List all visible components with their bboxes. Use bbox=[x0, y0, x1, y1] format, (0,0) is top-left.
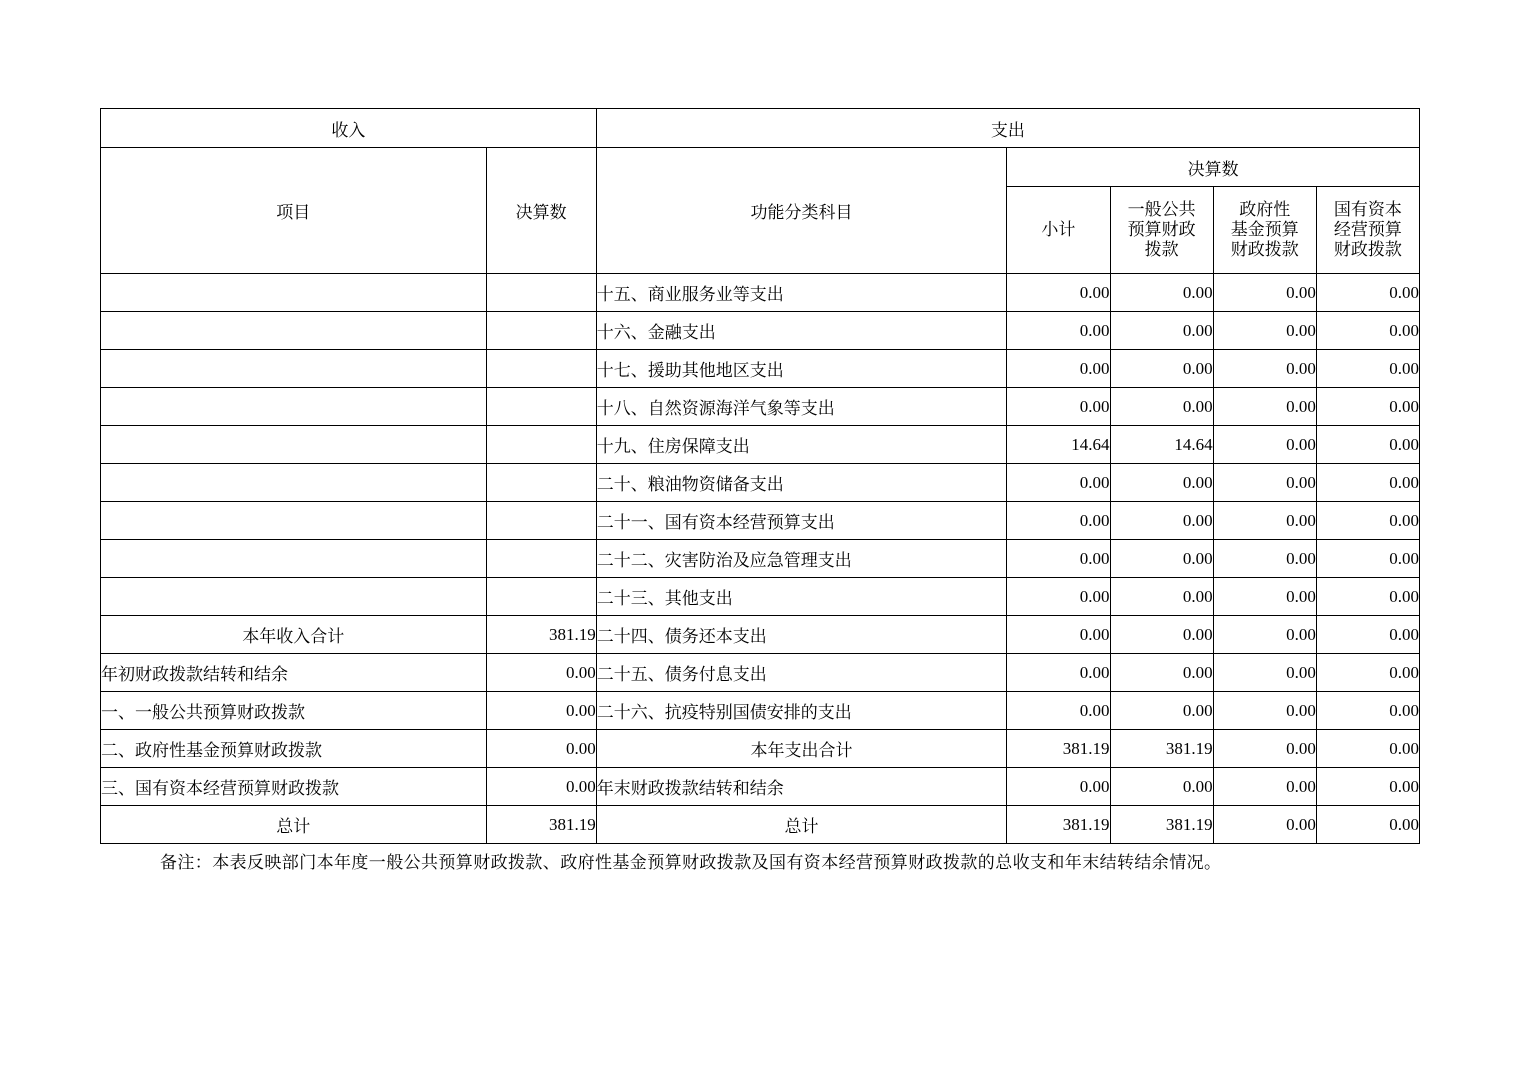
cell-income-amount bbox=[486, 502, 596, 540]
cell-general-public-budget: 381.19 bbox=[1110, 806, 1213, 844]
cell-income-amount: 0.00 bbox=[486, 692, 596, 730]
budget-table bbox=[100, 108, 1420, 844]
cell-general-public-budget: 0.00 bbox=[1110, 768, 1213, 806]
cell-subtotal: 0.00 bbox=[1007, 350, 1110, 388]
cell-subtotal: 0.00 bbox=[1007, 502, 1110, 540]
cell-subtotal: 0.00 bbox=[1007, 616, 1110, 654]
cell-subtotal: 14.64 bbox=[1007, 426, 1110, 464]
cell-state-capital-budget: 0.00 bbox=[1316, 350, 1419, 388]
cell-gov-fund-budget: 0.00 bbox=[1213, 730, 1316, 768]
cell-expenditure-category: 十六、金融支出 bbox=[596, 312, 1007, 350]
cell-expenditure-category: 二十、粮油物资储备支出 bbox=[596, 464, 1007, 502]
cell-gov-fund-budget: 0.00 bbox=[1213, 578, 1316, 616]
header-state-capital-budget bbox=[1316, 187, 1419, 274]
cell-subtotal: 0.00 bbox=[1007, 464, 1110, 502]
table-header-row-sub bbox=[101, 148, 1420, 187]
table-row bbox=[101, 768, 1420, 806]
table-header-row-group bbox=[101, 109, 1420, 148]
header-state-line3: 财政拨款 bbox=[1333, 240, 1402, 260]
cell-gov-fund-budget: 0.00 bbox=[1213, 388, 1316, 426]
cell-state-capital-budget: 0.00 bbox=[1316, 730, 1419, 768]
table-row bbox=[101, 502, 1420, 540]
cell-general-public-budget: 0.00 bbox=[1110, 578, 1213, 616]
cell-state-capital-budget: 0.00 bbox=[1316, 616, 1419, 654]
cell-state-capital-budget: 0.00 bbox=[1316, 578, 1419, 616]
cell-gov-fund-budget: 0.00 bbox=[1213, 768, 1316, 806]
cell-expenditure-category: 十九、住房保障支出 bbox=[596, 426, 1007, 464]
table-row bbox=[101, 388, 1420, 426]
cell-subtotal: 0.00 bbox=[1007, 578, 1110, 616]
cell-income-amount bbox=[486, 350, 596, 388]
cell-income-item bbox=[101, 540, 487, 578]
cell-income-item bbox=[101, 350, 487, 388]
cell-subtotal: 381.19 bbox=[1007, 730, 1110, 768]
cell-state-capital-budget: 0.00 bbox=[1316, 502, 1419, 540]
cell-general-public-budget: 0.00 bbox=[1110, 274, 1213, 312]
cell-expenditure-category: 二十二、灾害防治及应急管理支出 bbox=[596, 540, 1007, 578]
header-fund-line1: 政府性 bbox=[1239, 199, 1291, 219]
header-subtotal: 小计 bbox=[1007, 187, 1110, 274]
cell-income-item: 三、国有资本经营预算财政拨款 bbox=[101, 768, 487, 806]
header-fund-line3: 财政拨款 bbox=[1230, 240, 1299, 260]
cell-state-capital-budget: 0.00 bbox=[1316, 540, 1419, 578]
cell-expenditure-category: 年末财政拨款结转和结余 bbox=[596, 768, 1007, 806]
cell-expenditure-category: 十五、商业服务业等支出 bbox=[596, 274, 1007, 312]
table-row bbox=[101, 540, 1420, 578]
cell-general-public-budget: 0.00 bbox=[1110, 654, 1213, 692]
cell-subtotal: 0.00 bbox=[1007, 692, 1110, 730]
table-note: 备注：本表反映部门本年度一般公共预算财政拨款、政府性基金预算财政拨款及国有资本经营预算财政拨款的总收支和年末结转结余情况。 bbox=[160, 853, 1222, 872]
cell-gov-fund-budget: 0.00 bbox=[1213, 692, 1316, 730]
cell-state-capital-budget: 0.00 bbox=[1316, 426, 1419, 464]
table-row bbox=[101, 274, 1420, 312]
header-general-line1: 一般公共 bbox=[1127, 199, 1196, 219]
table-row bbox=[101, 730, 1420, 768]
cell-general-public-budget: 0.00 bbox=[1110, 692, 1213, 730]
header-fund-line2: 基金预算 bbox=[1230, 219, 1299, 239]
cell-income-amount: 0.00 bbox=[486, 768, 596, 806]
table-row bbox=[101, 654, 1420, 692]
cell-income-amount bbox=[486, 464, 596, 502]
table-row bbox=[101, 350, 1420, 388]
cell-income-amount: 0.00 bbox=[486, 730, 596, 768]
cell-subtotal: 0.00 bbox=[1007, 388, 1110, 426]
cell-expenditure-category: 二十四、债务还本支出 bbox=[596, 616, 1007, 654]
header-final-accounts: 决算数 bbox=[1007, 148, 1420, 187]
cell-income-amount bbox=[486, 274, 596, 312]
cell-gov-fund-budget: 0.00 bbox=[1213, 502, 1316, 540]
cell-subtotal: 0.00 bbox=[1007, 274, 1110, 312]
cell-general-public-budget: 14.64 bbox=[1110, 426, 1213, 464]
header-state-line1: 国有资本 bbox=[1333, 199, 1402, 219]
table-row bbox=[101, 312, 1420, 350]
table-row bbox=[101, 426, 1420, 464]
header-function-category: 功能分类科目 bbox=[596, 148, 1007, 274]
cell-subtotal: 0.00 bbox=[1007, 540, 1110, 578]
cell-state-capital-budget: 0.00 bbox=[1316, 806, 1419, 844]
cell-subtotal: 0.00 bbox=[1007, 312, 1110, 350]
table-body bbox=[101, 274, 1420, 844]
cell-state-capital-budget: 0.00 bbox=[1316, 388, 1419, 426]
cell-income-item: 本年收入合计 bbox=[101, 616, 487, 654]
cell-general-public-budget: 0.00 bbox=[1110, 464, 1213, 502]
cell-expenditure-category: 二十一、国有资本经营预算支出 bbox=[596, 502, 1007, 540]
cell-expenditure-category: 十八、自然资源海洋气象等支出 bbox=[596, 388, 1007, 426]
header-state-line2: 经营预算 bbox=[1333, 219, 1402, 239]
cell-income-item: 一、一般公共预算财政拨款 bbox=[101, 692, 487, 730]
cell-income-amount bbox=[486, 312, 596, 350]
cell-income-amount bbox=[486, 388, 596, 426]
cell-gov-fund-budget: 0.00 bbox=[1213, 616, 1316, 654]
cell-state-capital-budget: 0.00 bbox=[1316, 464, 1419, 502]
cell-income-amount: 381.19 bbox=[486, 806, 596, 844]
cell-general-public-budget: 0.00 bbox=[1110, 350, 1213, 388]
cell-income-amount: 0.00 bbox=[486, 654, 596, 692]
cell-gov-fund-budget: 0.00 bbox=[1213, 426, 1316, 464]
cell-income-item bbox=[101, 312, 487, 350]
cell-gov-fund-budget: 0.00 bbox=[1213, 806, 1316, 844]
table-row bbox=[101, 616, 1420, 654]
header-general-line3: 拨款 bbox=[1144, 240, 1179, 260]
cell-expenditure-category: 二十五、债务付息支出 bbox=[596, 654, 1007, 692]
cell-expenditure-category: 本年支出合计 bbox=[596, 730, 1007, 768]
cell-gov-fund-budget: 0.00 bbox=[1213, 540, 1316, 578]
cell-income-item: 年初财政拨款结转和结余 bbox=[101, 654, 487, 692]
table-row bbox=[101, 692, 1420, 730]
cell-subtotal: 0.00 bbox=[1007, 654, 1110, 692]
cell-state-capital-budget: 0.00 bbox=[1316, 692, 1419, 730]
cell-income-item: 总计 bbox=[101, 806, 487, 844]
cell-income-amount bbox=[486, 578, 596, 616]
cell-gov-fund-budget: 0.00 bbox=[1213, 464, 1316, 502]
cell-income-amount bbox=[486, 426, 596, 464]
cell-expenditure-category: 总计 bbox=[596, 806, 1007, 844]
cell-general-public-budget: 381.19 bbox=[1110, 730, 1213, 768]
cell-general-public-budget: 0.00 bbox=[1110, 388, 1213, 426]
cell-expenditure-category: 二十六、抗疫特别国债安排的支出 bbox=[596, 692, 1007, 730]
header-amount: 决算数 bbox=[486, 148, 596, 274]
cell-state-capital-budget: 0.00 bbox=[1316, 654, 1419, 692]
cell-gov-fund-budget: 0.00 bbox=[1213, 350, 1316, 388]
cell-income-amount: 381.19 bbox=[486, 616, 596, 654]
cell-general-public-budget: 0.00 bbox=[1110, 502, 1213, 540]
table-row bbox=[101, 578, 1420, 616]
cell-state-capital-budget: 0.00 bbox=[1316, 312, 1419, 350]
cell-state-capital-budget: 0.00 bbox=[1316, 768, 1419, 806]
cell-income-amount bbox=[486, 540, 596, 578]
cell-income-item bbox=[101, 388, 487, 426]
cell-subtotal: 381.19 bbox=[1007, 806, 1110, 844]
header-general-public-budget bbox=[1110, 187, 1213, 274]
cell-income-item bbox=[101, 502, 487, 540]
cell-general-public-budget: 0.00 bbox=[1110, 312, 1213, 350]
cell-income-item bbox=[101, 464, 487, 502]
header-general-line2: 预算财政 bbox=[1127, 219, 1196, 239]
header-income: 收入 bbox=[101, 109, 597, 148]
header-item: 项目 bbox=[101, 148, 487, 274]
cell-expenditure-category: 十七、援助其他地区支出 bbox=[596, 350, 1007, 388]
cell-income-item bbox=[101, 274, 487, 312]
cell-state-capital-budget: 0.00 bbox=[1316, 274, 1419, 312]
cell-gov-fund-budget: 0.00 bbox=[1213, 654, 1316, 692]
table-row bbox=[101, 806, 1420, 844]
cell-general-public-budget: 0.00 bbox=[1110, 540, 1213, 578]
table-row bbox=[101, 464, 1420, 502]
cell-income-item bbox=[101, 578, 487, 616]
header-expenditure: 支出 bbox=[596, 109, 1419, 148]
cell-gov-fund-budget: 0.00 bbox=[1213, 274, 1316, 312]
cell-gov-fund-budget: 0.00 bbox=[1213, 312, 1316, 350]
cell-subtotal: 0.00 bbox=[1007, 768, 1110, 806]
cell-expenditure-category: 二十三、其他支出 bbox=[596, 578, 1007, 616]
cell-general-public-budget: 0.00 bbox=[1110, 616, 1213, 654]
header-gov-fund-budget bbox=[1213, 187, 1316, 274]
cell-income-item bbox=[101, 426, 487, 464]
cell-income-item: 二、政府性基金预算财政拨款 bbox=[101, 730, 487, 768]
